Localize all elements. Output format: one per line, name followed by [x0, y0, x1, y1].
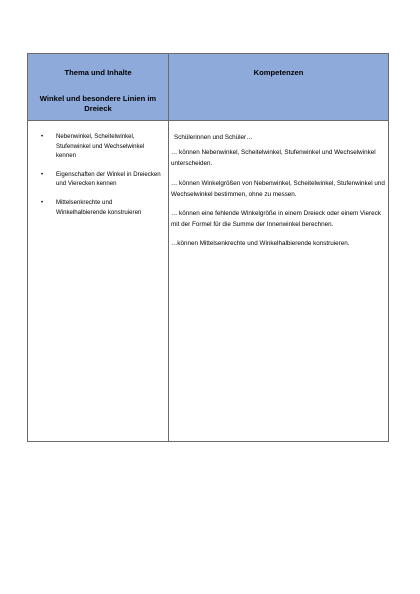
competency-item: … können Winkelgrößen von Nebenwinkel, Scheitelwinkel, Stufenwinkel und Wechselwinkel bestimmen, ohne zu messen. — [171, 179, 385, 198]
competency-item: … können Nebenwinkel, Scheitelwinkel, Stufenwinkel und Wechselwinkel unterscheiden. — [171, 149, 376, 168]
column-divider — [168, 54, 169, 441]
header-topics-subtitle: Winkel und besondere Linien im Dreieck — [39, 94, 157, 113]
bullet-icon: • — [41, 170, 44, 178]
competency-table — [27, 53, 389, 442]
header-competencies-title: Kompetenzen — [253, 68, 304, 77]
competency-item: …können Mittelsenkrechte und Winkelhalbierende konstruieren. — [171, 240, 350, 248]
topic-item — [28, 170, 168, 189]
topic-text: Mittelsenkrechte und Winkelhalbierende konstruieren — [56, 198, 142, 216]
topic-text: Nebenwinkel, Scheitelwinkel, Stufenwinkel und Wechselwinkel kennen — [56, 133, 145, 160]
bullet-icon: • — [41, 198, 44, 206]
topics-list — [28, 132, 168, 226]
competencies-list — [171, 132, 385, 258]
competency-item: … können eine fehlende Winkelgröße in einem Dreieck oder einem Viereck mit der Formel für die Summe der Innenwinkel berechnen. — [171, 210, 381, 229]
competencies-intro: Schülerinnen und Schüler… — [174, 134, 253, 141]
table-header-row — [28, 54, 388, 121]
topic-text: Eigenschaften der Winkel in Dreiecken und Vierecken kennen — [56, 170, 161, 188]
header-topics-title: Thema und Inhalte — [64, 68, 132, 77]
topic-item — [28, 132, 168, 161]
header-cell-topics — [28, 54, 168, 120]
topic-item — [28, 198, 168, 217]
bullet-icon: • — [41, 133, 44, 140]
